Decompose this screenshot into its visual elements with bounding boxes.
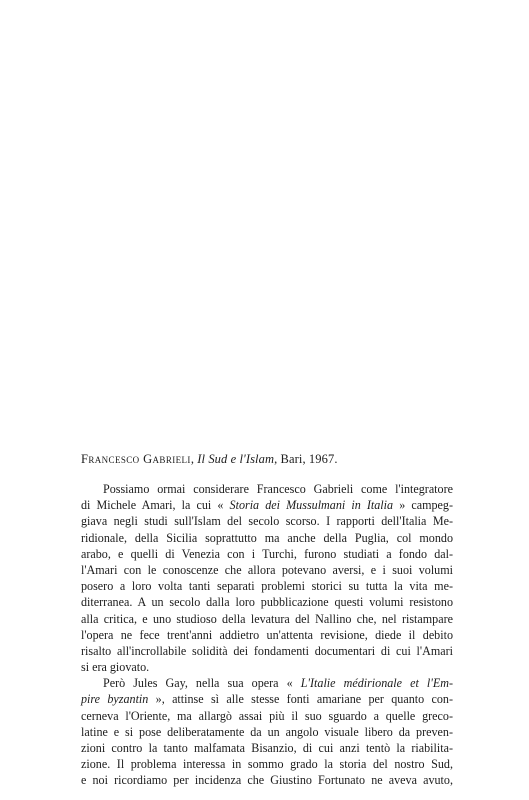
text-line-14: pire byzantin », attinse sì alle stesse fonti amariane per quanto con- <box>81 692 453 707</box>
text-line-8: diterranea. A un secolo dalla loro pubblicazione questi volumi resistono <box>81 595 453 610</box>
text-line-12: si era giovato. <box>81 660 150 675</box>
text-line-16: latine e si pose deliberatamente da un angolo visuale libero da preven- <box>81 724 453 739</box>
text-line-7: posero a loro volta tanti separati problemi storici su tutta la vita me- <box>81 579 453 594</box>
book-title: Il Sud e l'Islam <box>197 452 275 466</box>
text-line-11: risalto all'incrollabile solidità dei fondamenti documentari di cui l'Amari <box>81 643 453 658</box>
text-line-4: ridionale, della Sicilia soprattutto ma anche della Puglia, col mondo <box>81 530 453 545</box>
body-text <box>81 481 453 789</box>
text-line-2: di Michele Amari, la cui « Storia dei Mussulmani in Italia » campeg- <box>81 498 454 513</box>
publication-info: , Bari, 1967. <box>274 452 338 466</box>
text-line-15: cerneva l'Oriente, ma allargò assai più il suo sguardo a quelle greco- <box>81 708 453 723</box>
author-name: Francesco Gabrieli <box>81 452 191 466</box>
heading-separator: , <box>190 452 198 466</box>
text-line-5: arabo, e quelli di Venezia con i Turchi, furono studiati a fondo dal- <box>81 546 453 561</box>
text-line-3: giava negli studi sull'Islam del secolo scorso. I rapporti dell'Italia Me- <box>81 514 453 529</box>
text-line-1: Possiamo ormai considerare Francesco Gabrieli come l'integratore <box>103 482 453 496</box>
text-line-13: Però Jules Gay, nella sua opera « L'Italie médirionale et l'Em- <box>103 676 453 691</box>
text-line-10: l'opera ne fece trent'anni addietro un'attenta revisione, diede il debito <box>81 627 453 642</box>
text-line-19: e noi ricordiamo per incidenza che Giustino Fortunato ne aveva avuto, <box>81 773 453 788</box>
text-line-17: zioni contro la tanto malfamata Bisanzio, di cui anzi tentò la riabilita- <box>81 741 453 755</box>
text-line-6: l'Amari con le conoscenze che allora potevano aversi, e i suoi volumi <box>81 562 453 577</box>
text-line-9: alla critica, e uno studioso della levatura del Nallino che, nel ristampare <box>81 611 453 626</box>
text-line-18: zione. Il problema interessa in sommo grado la storia del nostro Sud, <box>81 757 453 772</box>
review-heading <box>81 452 338 467</box>
